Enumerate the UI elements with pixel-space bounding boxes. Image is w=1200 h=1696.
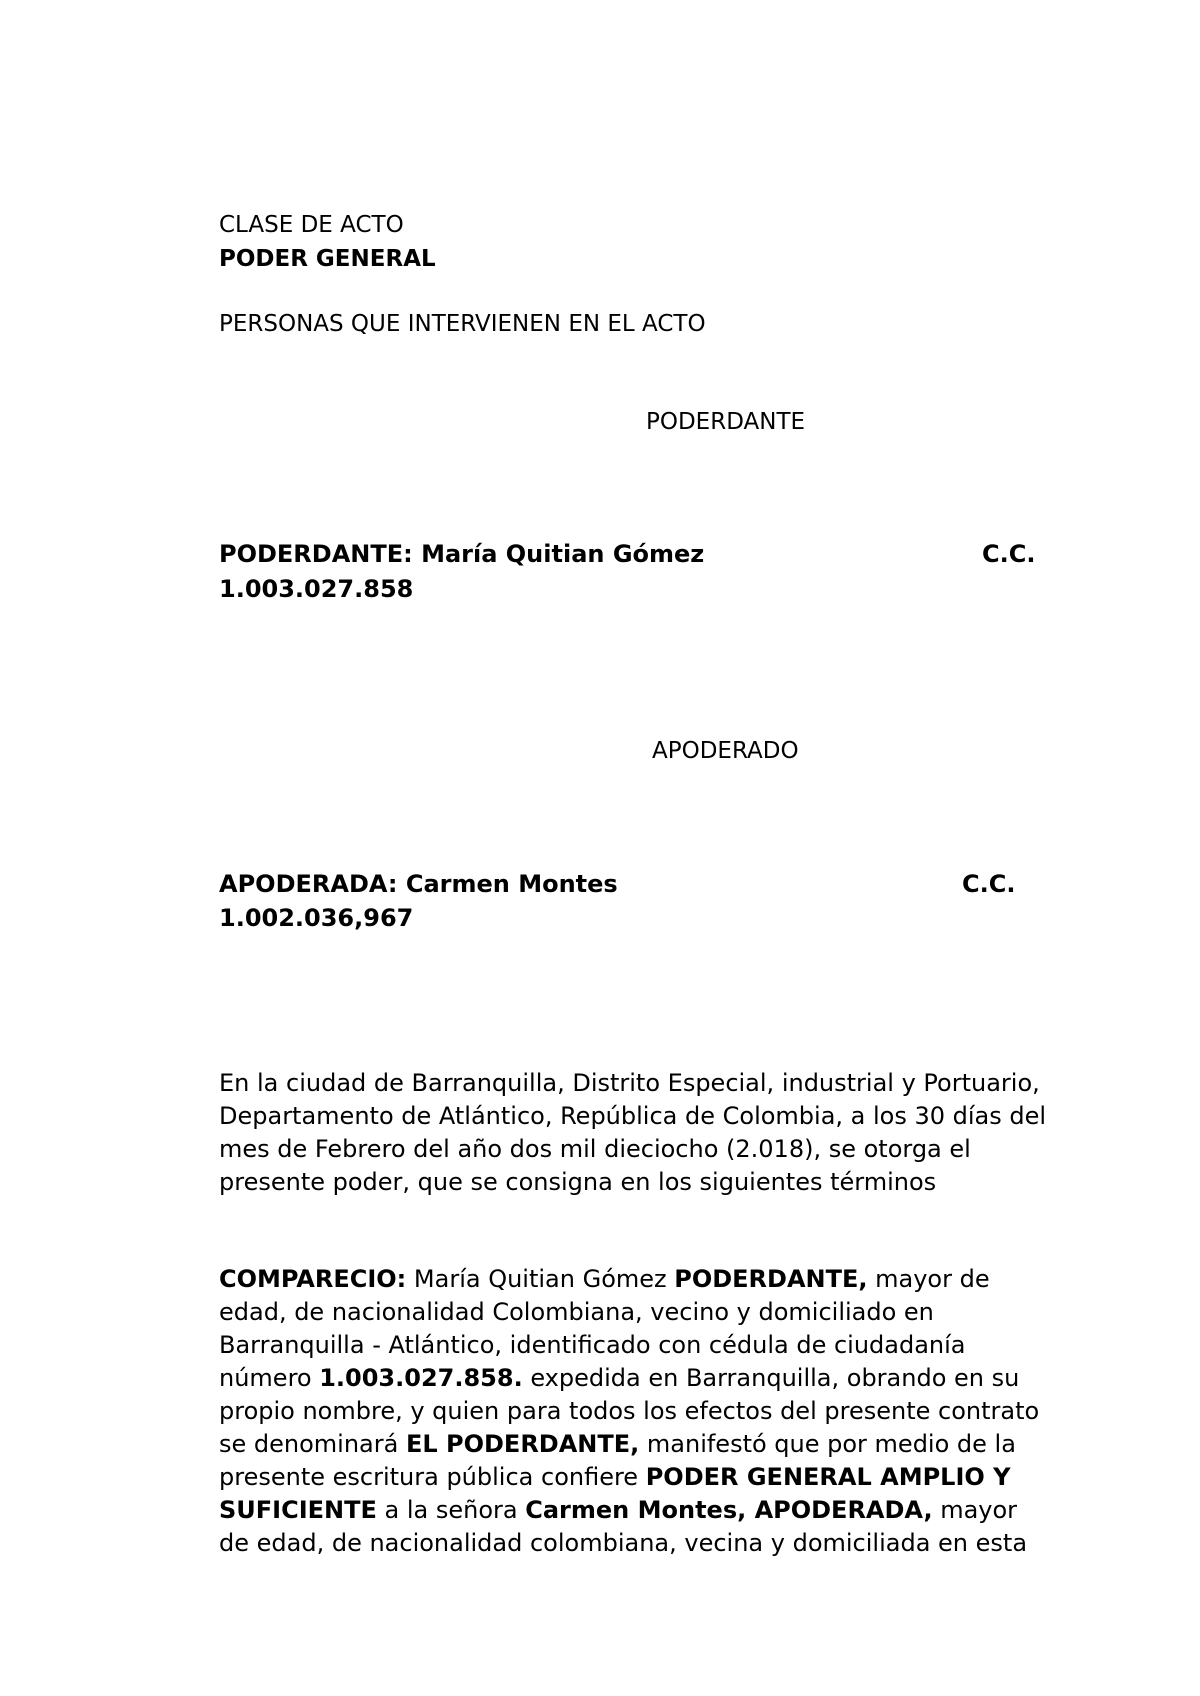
apoderado-section-title: APODERADO bbox=[652, 738, 799, 764]
poderdante-cc-label: C.C. bbox=[982, 540, 1036, 568]
comparecio-line bbox=[219, 1428, 1099, 1461]
intro-line: mes de Febrero del año dos mil dieciocho (2.018), se otorga el bbox=[219, 1135, 971, 1163]
intro-paragraph bbox=[219, 1067, 1099, 1199]
cedula-number: 1.003.027.858. bbox=[319, 1364, 523, 1392]
poderdante-name-text: María Quitian Gómez bbox=[406, 1265, 675, 1293]
comparecio-paragraph bbox=[219, 1263, 1099, 1560]
suficiente-term: SUFICIENTE bbox=[219, 1496, 377, 1524]
comparecio-line bbox=[219, 1362, 1099, 1395]
comparecio-text: se denominará bbox=[219, 1430, 406, 1458]
comparecio-line bbox=[219, 1461, 1099, 1494]
intro-line: Departamento de Atlántico, República de Colombia, a los 30 días del bbox=[219, 1102, 1047, 1130]
comparecio-line bbox=[219, 1494, 1099, 1527]
comparecio-text: manifestó que por medio de la bbox=[639, 1430, 1016, 1458]
personas-intervienen-label: PERSONAS QUE INTERVIENEN EN EL ACTO bbox=[219, 311, 706, 337]
poderdante-cc-number: 1.003.027.858 bbox=[219, 575, 414, 603]
comparecio-text: número bbox=[219, 1364, 320, 1392]
comparecio-line: Barranquilla - Atlántico, identificado con cédula de ciudadanía bbox=[219, 1331, 966, 1359]
comparecio-text: mayor bbox=[932, 1496, 1018, 1524]
comparecio-line: propio nombre, y quien para todos los efectos del presente contrato bbox=[219, 1397, 1040, 1425]
intro-line: presente poder, que se consigna en los siguientes términos bbox=[219, 1168, 937, 1196]
comparecio-text: expedida en Barranquilla, obrando en su bbox=[522, 1364, 1020, 1392]
apoderada-name-line: APODERADA: Carmen Montes bbox=[219, 870, 618, 898]
poderdante-name-line: PODERDANTE: María Quitian Gómez bbox=[219, 540, 705, 568]
comparecio-heading: COMPARECIO: bbox=[219, 1265, 407, 1293]
poderdante-term: PODERDANTE, bbox=[674, 1265, 868, 1293]
clase-de-acto-label: CLASE DE ACTO bbox=[219, 212, 404, 238]
comparecio-line bbox=[219, 1263, 1099, 1296]
intro-line: En la ciudad de Barranquilla, Distrito Especial, industrial y Portuario, bbox=[219, 1069, 1040, 1097]
clase-de-acto-value: PODER GENERAL bbox=[219, 246, 436, 272]
comparecio-text: presente escritura pública confiere bbox=[219, 1463, 646, 1491]
comparecio-text: mayor de bbox=[867, 1265, 990, 1293]
comparecio-line: edad, de nacionalidad Colombiana, vecino y domiciliado en bbox=[219, 1298, 934, 1326]
comparecio-text: a la señora bbox=[376, 1496, 526, 1524]
poderdante-section-title: PODERDANTE bbox=[646, 409, 806, 435]
el-poderdante-term: EL PODERDANTE, bbox=[405, 1430, 640, 1458]
apoderada-cc-number: 1.002.036,967 bbox=[219, 904, 414, 932]
apoderada-term: Carmen Montes, APODERADA, bbox=[525, 1496, 933, 1524]
poder-general-term: PODER GENERAL AMPLIO Y bbox=[645, 1463, 1011, 1491]
apoderada-cc-label: C.C. bbox=[962, 870, 1016, 898]
comparecio-line: de edad, de nacionalidad colombiana, vecina y domiciliada en esta bbox=[219, 1529, 1028, 1557]
